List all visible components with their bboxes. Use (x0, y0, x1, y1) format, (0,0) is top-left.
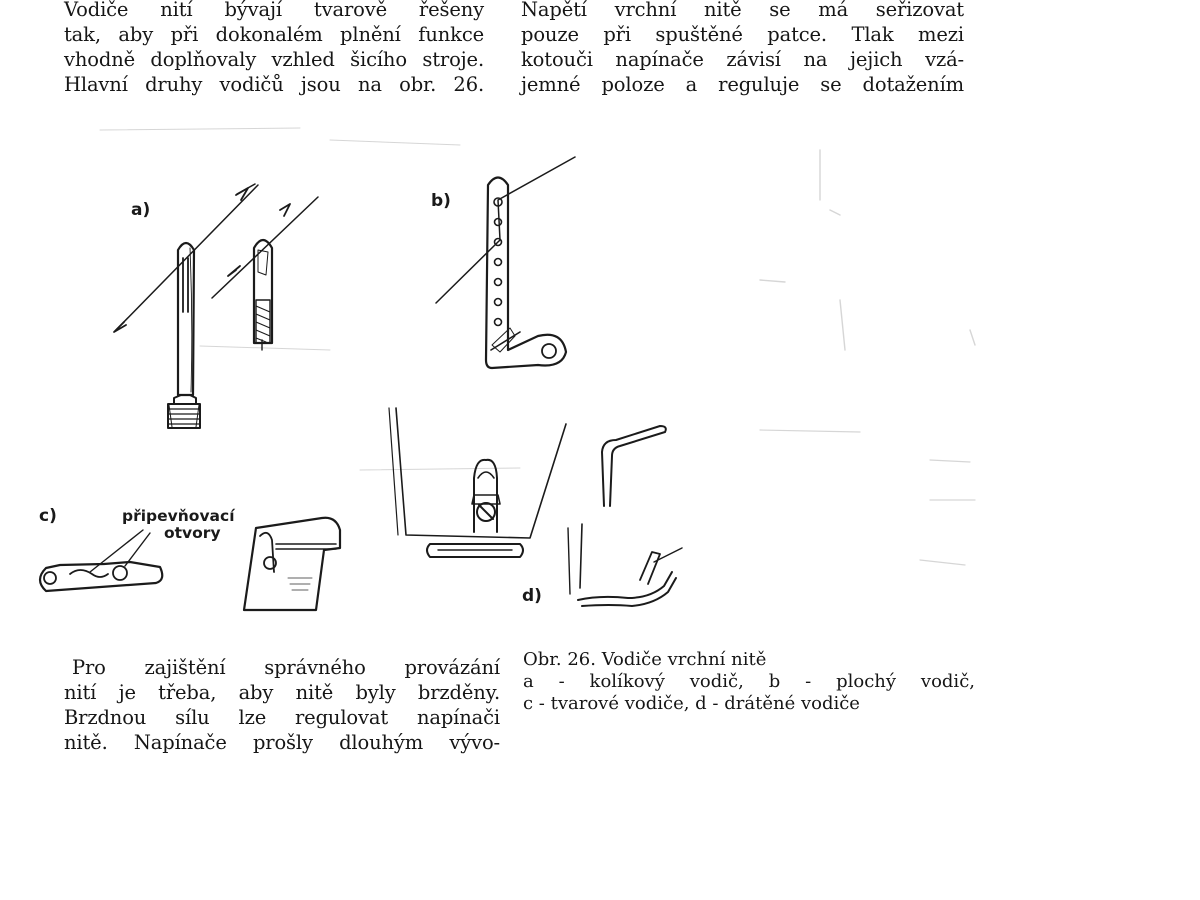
wire-thread-guide-hook (568, 524, 682, 606)
figure-label-c: c) (39, 506, 57, 526)
annotation-holes: otvory (164, 524, 221, 542)
figure-label-a: a) (131, 200, 151, 220)
angled-shaped-guide (244, 518, 340, 610)
paragraph-bottom-left (64, 655, 500, 755)
bleed-through-marks (100, 128, 975, 565)
annotation-mounting: připevňovací (122, 507, 235, 525)
figure-caption (523, 649, 975, 715)
text-line: Vodiče nití bývají tvarově řešeny (64, 0, 484, 21)
figure-label-b: b) (431, 191, 451, 211)
text-line: vhodně doplňovaly vzhled šicího stroje. (64, 48, 484, 71)
figure-label-d: d) (522, 586, 542, 606)
text-line: kotouči napínače závisí na jejich vzá- (521, 48, 964, 71)
pin-cross-section (212, 197, 318, 350)
flat-thread-guide (436, 157, 575, 368)
caption-line: c - tvarové vodiče, d - drátěné vodiče (523, 693, 860, 714)
caption-title: Obr. 26. Vodiče vrchní nitě (523, 649, 767, 670)
text-line: Napětí vrchní nitě se má seřizovat (521, 0, 964, 21)
text-line: tak, aby při dokonalém plnění funkce (64, 23, 484, 46)
text-line: nití je třeba, aby nitě byly brzděny. (64, 681, 500, 704)
text-line: jemné poloze a reguluje se dotažením (521, 73, 964, 96)
text-line: Brzdnou sílu lze regulovat napínači (64, 706, 500, 729)
text-line: nitě. Napínače prošly dlouhým vývo- (64, 731, 500, 754)
wire-thread-guide-bent (602, 426, 666, 506)
text-line: pouze při spuštěné patce. Tlak mezi (521, 23, 964, 46)
pin-thread-guide (114, 184, 258, 428)
text-line: Hlavní druhy vodičů jsou na obr. 26. (64, 73, 484, 96)
shaped-thread-guides (40, 530, 162, 591)
wire-guide-on-plate (389, 408, 566, 557)
text-line: Pro zajištění správného provázání (72, 656, 500, 679)
caption-line: a - kolíkový vodič, b - plochý vodič, (523, 671, 975, 692)
